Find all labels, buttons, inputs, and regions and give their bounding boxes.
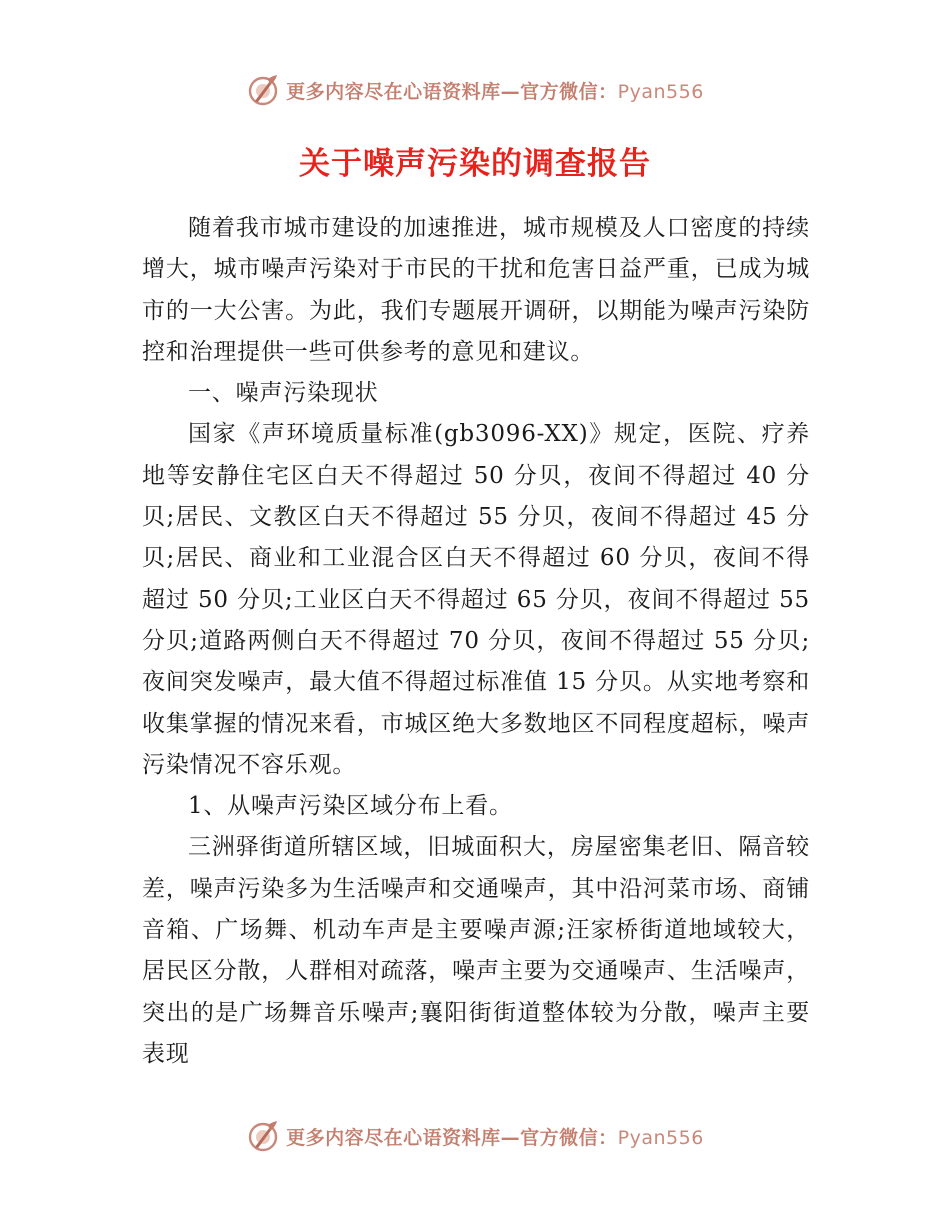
paragraph-standards: 国家《声环境质量标准(gb3096-XX)》规定，医院、疗养地等安静住宅区白天不得超过 50 分贝，夜间不得超过 40 分贝;居民、文教区白天不得超过 55 分贝，夜间不得超过 45 分贝;居民、商业和工业混合区白天不得超过 60 分贝，夜间不得超过 50 分贝;工业区白天不得超过 65 分贝，夜间不得超过 55 分贝;道路两侧白天不得超过 70 分贝，夜间不得超过 55 分贝;夜间突发噪声，最大值不得超过标准值 15 分贝。从实地考察和收集掌握的情况来看，市城区绝大多数地区不同程度超标，噪声污染情况不容乐观。 [142,421,810,778]
banner-wechat-id: Pyan556 [617,1126,704,1149]
quill-seal-icon [246,73,280,107]
banner-text [286,77,704,104]
banner-text-cn: 更多内容尽在心语资料库—官方微信： [286,1126,618,1149]
quill-seal-icon [246,1119,280,1153]
paragraph-districts: 三洲驿街道所辖区域，旧城面积大，房屋密集老旧、隔音较差，噪声污染多为生活噪声和交通噪声，其中沿河菜市场、商铺音箱、广场舞、机动车声是主要噪声源;汪家桥街道地域较大，居民区分散，人群相对疏落，噪声主要为交通噪声、生活噪声，突出的是广场舞音乐噪声;襄阳街街道整体较为分散，噪声主要表现 [142,834,810,1067]
paragraph-intro: 随着我市城市建设的加速推进，城市规模及人口密度的持续增大，城市噪声污染对于市民的干扰和危害日益严重，已成为城市的一大公害。为此，我们专题展开调研，以期能为噪声污染防控和治理提供一些可供参考的意见和建议。 [142,215,810,365]
footer-banner [0,1114,950,1158]
banner-text [286,1123,704,1150]
section-heading-status: 一、噪声污染现状 [188,380,379,407]
header-banner [0,68,950,112]
document-title: 关于噪声污染的调查报告 [299,146,651,182]
subsection-heading-distribution: 1、从噪声污染区域分布上看。 [188,793,513,820]
banner-wechat-id: Pyan556 [617,80,704,103]
document-body [142,208,810,1075]
banner-text-cn: 更多内容尽在心语资料库—官方微信： [286,80,618,103]
